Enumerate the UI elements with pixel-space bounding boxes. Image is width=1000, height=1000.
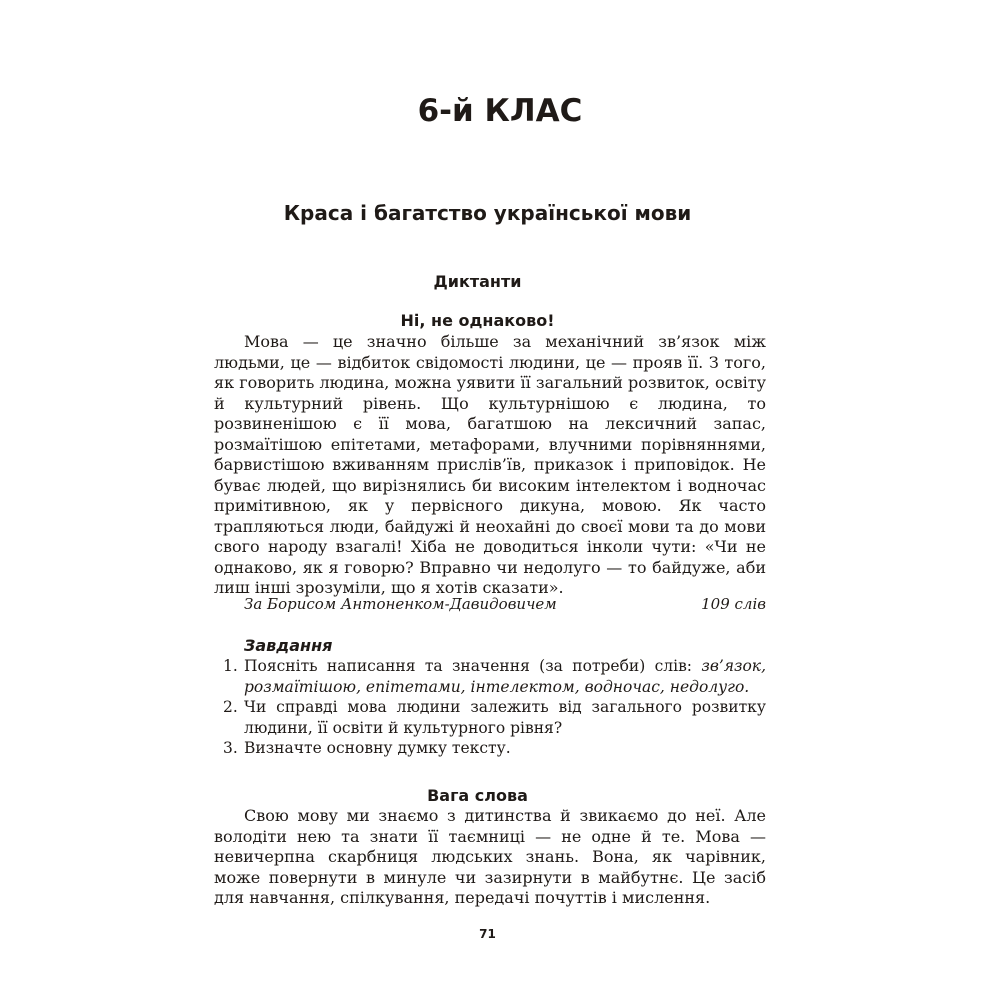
dictation-title-2: Вага слова bbox=[427, 786, 528, 805]
word-count: 109 слів bbox=[701, 595, 766, 613]
task-item bbox=[214, 656, 766, 697]
task-item bbox=[214, 738, 766, 759]
section-title: Диктанти bbox=[433, 272, 522, 291]
tasks-title: Завдання bbox=[244, 636, 333, 655]
dictation-title-1: Ні, не однаково! bbox=[400, 311, 555, 330]
task-text: Чи справді мова людини залежить від загального розвитку людини, її освіти й культурного рівня? bbox=[244, 698, 766, 737]
task-number: 2. bbox=[223, 698, 238, 716]
topic-title: Краса і багатство української мови bbox=[283, 201, 692, 225]
dictation-text-2: Свою мову ми знаємо з дитинства й звикаємо до неї. Але володіти нею та знати її таємниці — не одне й те. Мова — невичерпна скарбниця людських знань. Вона, як чарівник, може повернути в минуле чи зазирнути в майбутнє. Це засіб для навчання, спілкування, передачі почуттів і мислення. bbox=[214, 806, 766, 907]
task-list bbox=[214, 656, 766, 759]
task-number: 3. bbox=[223, 739, 238, 757]
task-item bbox=[214, 697, 766, 738]
task-number: 1. bbox=[223, 657, 238, 675]
task-text: Поясніть написання та значення (за потреби) слів: bbox=[244, 657, 702, 675]
dictation-text-1: Мова — це значно більше за механічний зв’язок між людьми, це — відбиток свідомості людини, це — прояв її. З того, як говорить людина, можна уявити її загальний розвиток, освіту й культурний рівень. Що культурнішою є людина, то розвиненішою є її мова, багатшою на лексичний запас, розмаїтішою епітетами, метафорами, влучними порівняннями, барвистішою вживанням прислів’їв, приказок і приповідок. Не буває людей, що вирізнялись би високим інтелектом і водночас примітивною, як у первісного дикуна, мовою. Як часто трапляються люди, байдужі й неохайні до своєї мови та до мови свого народу взагалі! Хіба не доводиться інколи чути: «Чи не однаково, як я говорю? Вправно чи недолуго — то байдуже, аби лиш інші зрозуміли, що я хотів сказати». bbox=[214, 332, 766, 597]
task-text: Визначте основну думку тексту. bbox=[244, 739, 511, 757]
author-attribution: За Борисом Антоненком-Давидовичем bbox=[244, 595, 557, 613]
page-number: 71 bbox=[479, 927, 496, 941]
class-title: 6-й КЛАС bbox=[417, 93, 583, 129]
task-words: зв’язок, розмаїтішою, епітетами, інтелектом, водночас, недолуго. bbox=[244, 657, 766, 696]
